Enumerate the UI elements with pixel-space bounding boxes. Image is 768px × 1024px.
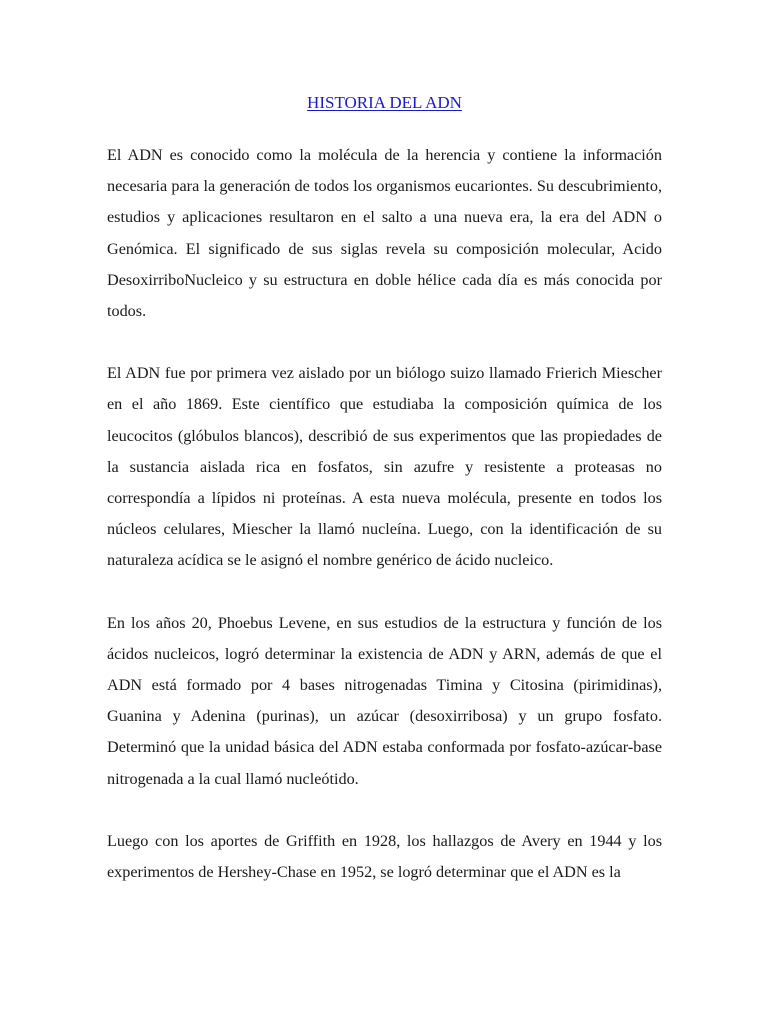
paragraph-miescher: El ADN fue por primera vez aislado por un biólogo suizo llamado Frierich Miescher en el año 1869. Este científico que estudiaba la composición química de los leucocitos (glóbulos blancos), describió de sus experimentos que las propiedades de la sustancia aislada rica en fosfatos, sin azufre y resistente a proteasas no correspondía a lípidos ni proteínas. A esta nueva molécula, presente en todos los núcleos celulares, Miescher la llamó nucleína. Luego, con la identificación de su naturaleza acídica se le asignó el nombre genérico de ácido nucleico.	[107, 364, 662, 570]
title-link[interactable]: HISTORIA DEL ADN	[307, 93, 462, 112]
paragraph-griffith-avery: Luego con los aportes de Griffith en 1928, los hallazgos de Avery en 1944 y los experimentos de Hershey-Chase en 1952, se logró determinar que el ADN es la	[107, 831, 662, 882]
paragraph-levene: En los años 20, Phoebus Levene, en sus estudios de la estructura y función de los ácidos nucleicos, logró determinar la existencia de ADN y ARN, además de que el ADN está formado por 4 bases nitrogenadas Timina y Citosina (pirimidinas), Guanina y Adenina (purinas), un azúcar (desoxirribosa) y un grupo fosfato. Determinó que la unidad básica del ADN estaba conformada por fosfato-azúcar-base nitrogenada a la cual llamó nucleótido.	[107, 613, 662, 788]
document-title	[107, 88, 662, 118]
paragraph-intro: El ADN es conocido como la molécula de la herencia y contiene la información necesaria para la generación de todos los organismos eucariontes. Su descubrimiento, estudios y aplicaciones resultaron en el salto a una nueva era, la era del ADN o Genómica. El significado de sus siglas revela su composición molecular, Acido DesoxirriboNucleico y su estructura en doble hélice cada día es más conocida por todos.	[107, 146, 662, 321]
